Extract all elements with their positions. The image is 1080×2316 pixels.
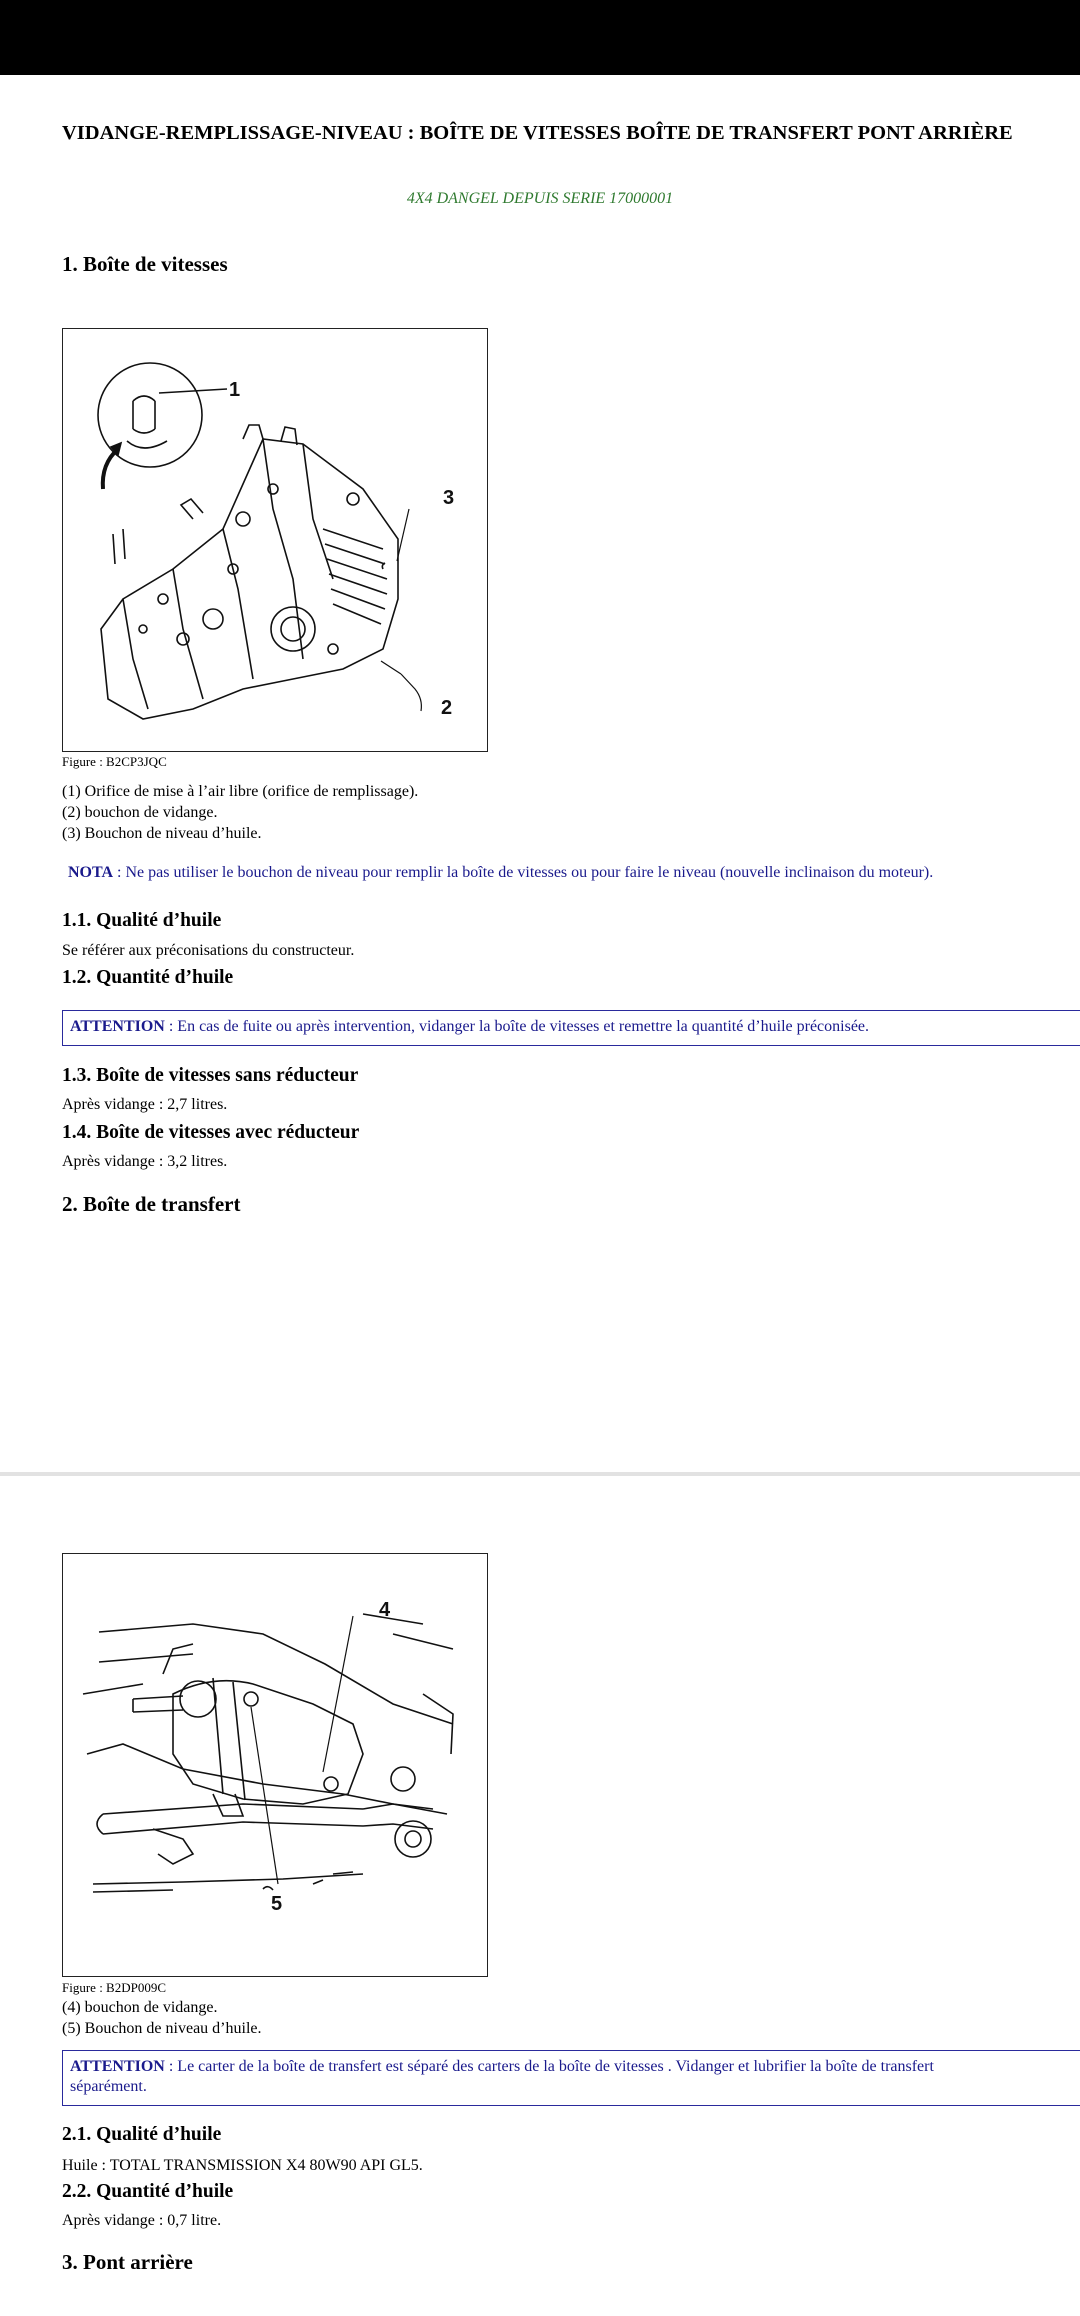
callout-4: 4 bbox=[379, 1599, 391, 1621]
legend-item-2: (2) bouchon de vidange. bbox=[62, 804, 218, 821]
section-2-2-heading: 2.2. Quantité d’huile bbox=[62, 2181, 234, 2202]
legend-item-4: (4) bouchon de vidange. bbox=[62, 1999, 218, 2016]
attention-label-2: ATTENTION bbox=[70, 2058, 165, 2075]
attention-box-gearbox bbox=[62, 1010, 1080, 1046]
transfer-box-figure bbox=[62, 1553, 488, 1977]
section-2-1-heading: 2.1. Qualité d’huile bbox=[62, 2124, 222, 2145]
gearbox-figure bbox=[62, 328, 488, 752]
nota-label: NOTA bbox=[68, 864, 114, 881]
figure-1-caption: Figure : B2CP3JQC bbox=[62, 754, 167, 769]
figure-2-caption: Figure : B2DP009C bbox=[62, 1980, 167, 1995]
section-2-1-text: Huile : TOTAL TRANSMISSION X4 80W90 API GL5. bbox=[62, 2157, 423, 2174]
attention-line-1 bbox=[70, 2057, 1073, 2077]
legend-item-5: (5) Bouchon de niveau d’huile. bbox=[62, 2020, 262, 2037]
legend-item-3: (3) Bouchon de niveau d’huile. bbox=[62, 825, 262, 842]
section-3-heading: 3. Pont arrière bbox=[62, 2250, 193, 2274]
section-1-heading: 1. Boîte de vitesses bbox=[62, 252, 228, 276]
attention-box-transfer bbox=[62, 2050, 1080, 2106]
legend-item-1: (1) Orifice de mise à l’air libre (orifice de remplissage). bbox=[62, 783, 419, 800]
callout-3: 3 bbox=[443, 487, 455, 509]
section-2-2-text: Après vidange : 0,7 litre. bbox=[62, 2212, 222, 2229]
attention-line-2: séparément. bbox=[70, 2078, 147, 2095]
section-1-3-text: Après vidange : 2,7 litres. bbox=[62, 1096, 228, 1113]
attention-label: ATTENTION bbox=[70, 1018, 165, 1035]
section-1-2-heading: 1.2. Quantité d’huile bbox=[62, 967, 234, 988]
callout-1: 1 bbox=[229, 379, 241, 401]
attention-text-2: : Le carter de la boîte de transfert est séparé des carters de la boîte de vitesses . Vidanger et lubrifier la boîte de transfert bbox=[164, 2058, 934, 2075]
callout-2: 2 bbox=[441, 697, 453, 719]
transfer-box-drawing bbox=[63, 1554, 486, 1975]
section-1-1-heading: 1.1. Qualité d’huile bbox=[62, 910, 222, 931]
section-2-heading: 2. Boîte de transfert bbox=[62, 1192, 241, 1216]
nota-text: : Ne pas utiliser le bouchon de niveau pour remplir la boîte de vitesses ou pour faire le niveau (nouvelle inclinaison du moteur). bbox=[113, 864, 934, 881]
callout-5: 5 bbox=[271, 1893, 283, 1915]
nota-note bbox=[68, 864, 933, 882]
attention-text: : En cas de fuite ou après intervention, vidanger la boîte de vitesses et remettre la quantité d’huile préconisée. bbox=[164, 1018, 870, 1035]
section-1-1-text: Se référer aux préconisations du constructeur. bbox=[62, 942, 355, 959]
page-separator bbox=[0, 1472, 1080, 1476]
section-1-3-heading: 1.3. Boîte de vitesses sans réducteur bbox=[62, 1065, 359, 1086]
top-black-bar bbox=[0, 0, 1080, 75]
section-1-4-heading: 1.4. Boîte de vitesses avec réducteur bbox=[62, 1122, 360, 1143]
section-1-4-text: Après vidange : 3,2 litres. bbox=[62, 1153, 228, 1170]
gearbox-drawing bbox=[63, 329, 486, 750]
vehicle-series-subtitle: 4X4 DANGEL DEPUIS SERIE 17000001 bbox=[406, 190, 674, 207]
page-title: VIDANGE-REMPLISSAGE-NIVEAU : BOÎTE DE VITESSES BOÎTE DE TRANSFERT PONT ARRIÈRE bbox=[62, 122, 1013, 144]
